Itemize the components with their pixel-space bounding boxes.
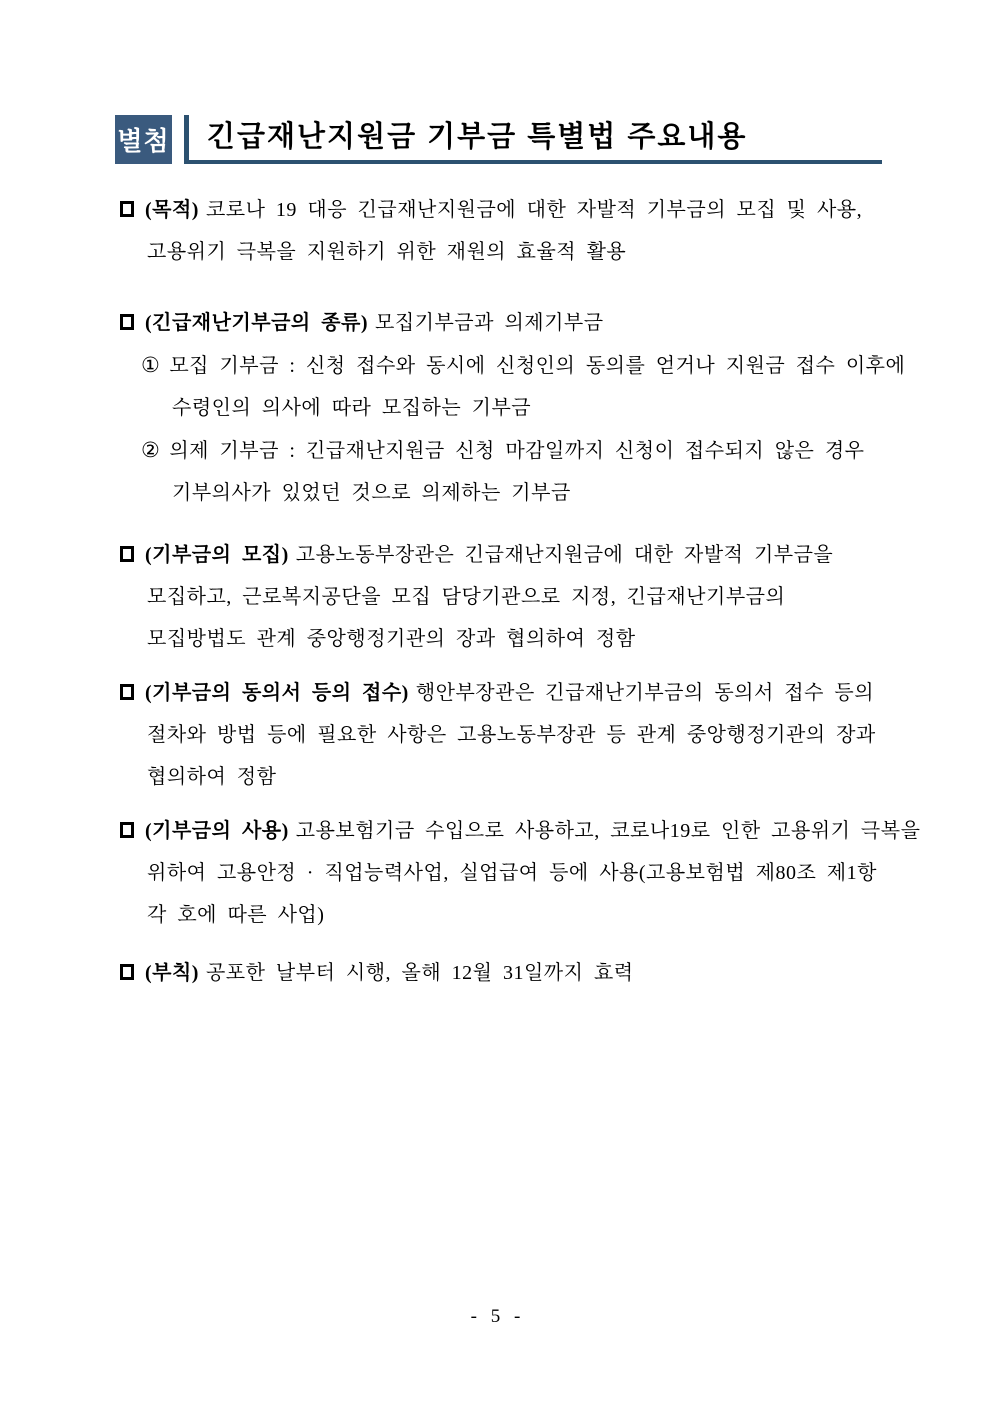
subitem-text: 모집 기부금 : 신청 접수와 동시에 신청인의 동의를 얻거나 지원금 접수 이후에 [169, 355, 906, 377]
section-donation-types [120, 302, 906, 514]
section-text: 고용노동부장관은 긴급재난지원금에 대한 자발적 기부금을 [295, 544, 834, 566]
subitem-line [120, 429, 880, 472]
section-text: 모집기부금과 의제기부금 [375, 312, 604, 334]
document-header [115, 115, 882, 164]
attachment-badge: 별첨 [115, 115, 172, 164]
square-bullet-icon [120, 546, 134, 562]
section-heading-line [120, 189, 880, 231]
square-bullet-icon [120, 684, 134, 700]
subitem-text: 의제 기부금 : 긴급재난지원금 신청 마감일까지 신청이 접수되지 않은 경우 [169, 440, 865, 462]
document-body [120, 189, 921, 994]
section-line: 절차와 방법 등에 필요한 사항은 고용노동부장관 등 관계 중앙행정기관의 장과 [147, 724, 876, 746]
section-donation-use [120, 810, 921, 936]
page-title: 긴급재난지원금 기부금 특별법 주요내용 [207, 121, 748, 153]
subitem-line: 기부의사가 있었던 것으로 의제하는 기부금 [172, 482, 571, 504]
page-number: - 5 - [470, 1306, 522, 1327]
circled-2-icon: ② [141, 438, 161, 462]
section-line: 협의하여 정함 [147, 766, 277, 788]
section-heading-line [120, 302, 880, 344]
section-text: 행안부장관은 긴급재난기부금의 동의서 접수 등의 [415, 682, 875, 704]
subitem-line [120, 344, 906, 387]
section-label: (부칙) [145, 962, 199, 984]
section-label: (기부금의 사용) [145, 820, 289, 842]
section-line: 위하여 고용안정 · 직업능력사업, 실업급여 등에 사용(고용보험법 제80조 제1항 [147, 862, 877, 884]
section-text: 공포한 날부터 시행, 올해 12월 31일까지 효력 [205, 962, 634, 984]
section-label: (기부금의 모집) [145, 544, 289, 566]
section-heading-line [120, 952, 880, 994]
section-consent-receipt [120, 672, 880, 798]
section-label: (목적) [145, 199, 199, 221]
subitem-line: 수령인의 의사에 따라 모집하는 기부금 [172, 397, 532, 419]
section-text: 코로나 19 대응 긴급재난지원금에 대한 자발적 기부금의 모집 및 사용, [205, 199, 863, 221]
section-heading-line [120, 672, 880, 714]
section-donation-collection [120, 534, 880, 660]
section-heading-line [120, 810, 921, 852]
section-line: 모집방법도 관계 중앙행정기관의 장과 협의하여 정함 [147, 628, 636, 650]
section-line: 모집하고, 근로복지공단을 모집 담당기관으로 지정, 긴급재난기부금의 [147, 586, 786, 608]
header-rule [184, 115, 882, 164]
section-text: 고용보험기금 수입으로 사용하고, 코로나19로 인한 고용위기 극복을 [295, 820, 921, 842]
circled-1-icon: ① [141, 353, 161, 377]
square-bullet-icon [120, 822, 134, 838]
section-purpose [120, 189, 880, 273]
section-heading-line [120, 534, 880, 576]
section-addendum [120, 952, 880, 994]
section-line: 각 호에 따른 사업) [147, 904, 325, 926]
section-label: (긴급재난기부금의 종류) [145, 312, 369, 334]
section-label: (기부금의 동의서 등의 접수) [145, 682, 409, 704]
square-bullet-icon [120, 314, 134, 330]
square-bullet-icon [120, 201, 134, 217]
section-line: 고용위기 극복을 지원하기 위한 재원의 효율적 활용 [147, 241, 627, 263]
square-bullet-icon [120, 964, 134, 980]
